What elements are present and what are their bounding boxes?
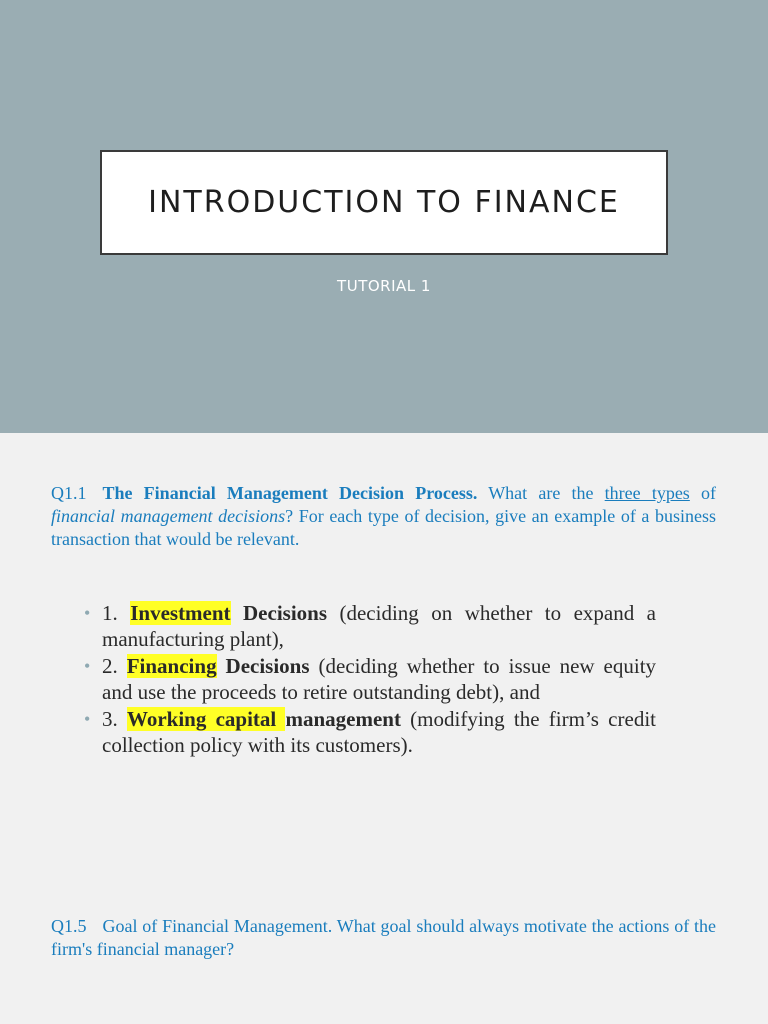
list-item <box>84 600 656 652</box>
title-box <box>100 150 668 255</box>
bold-term: management <box>285 707 401 731</box>
list-item <box>84 706 656 758</box>
bold-term: Decisions <box>230 601 328 625</box>
question-q1-5 <box>51 915 716 961</box>
title-slide <box>0 0 768 433</box>
slide-subtitle: TUTORIAL 1 <box>337 277 431 295</box>
question-text: Goal of Financial Management. What goal should always motivate the actions of the firm's financial manager? <box>51 916 716 959</box>
question-underlined: three types <box>604 483 690 503</box>
question-number: Q1.5 <box>51 916 87 936</box>
highlighted-term: Financing <box>126 654 217 678</box>
bullet-icon: • <box>84 709 91 729</box>
answer-text: (deciding on whether to expand a manufacturing plant), <box>102 601 657 651</box>
question-text-pre: What are the <box>477 483 605 503</box>
list-item <box>84 653 656 705</box>
slide-title: INTRODUCTION TO FINANCE <box>148 185 620 220</box>
answer-number: 1. <box>102 601 131 625</box>
answer-list <box>84 600 656 759</box>
answer-number: 2. <box>102 654 127 678</box>
question-text-mid: of <box>689 483 716 503</box>
answer-text: (deciding whether to issue new equity and use the proceeds to retire outstanding debt), and <box>102 654 657 704</box>
answer-number: 3. <box>102 707 127 731</box>
bullet-icon: • <box>84 656 91 676</box>
question-q1-1 <box>51 482 716 551</box>
highlighted-term: Investment <box>130 601 231 625</box>
answer-text: (modifying the firm’s credit collection policy with its customers). <box>102 707 656 757</box>
bold-term: Decisions <box>216 654 310 678</box>
question-text-post: ? For each type of decision, give an example of a business transaction that would be relevant. <box>51 506 716 549</box>
bullet-icon: • <box>84 603 91 623</box>
highlighted-term: Working capital <box>126 707 286 731</box>
question-number: Q1.1 <box>51 483 87 503</box>
question-heading: The Financial Management Decision Process. <box>102 483 478 503</box>
question-italic: financial management decisions <box>51 506 286 526</box>
